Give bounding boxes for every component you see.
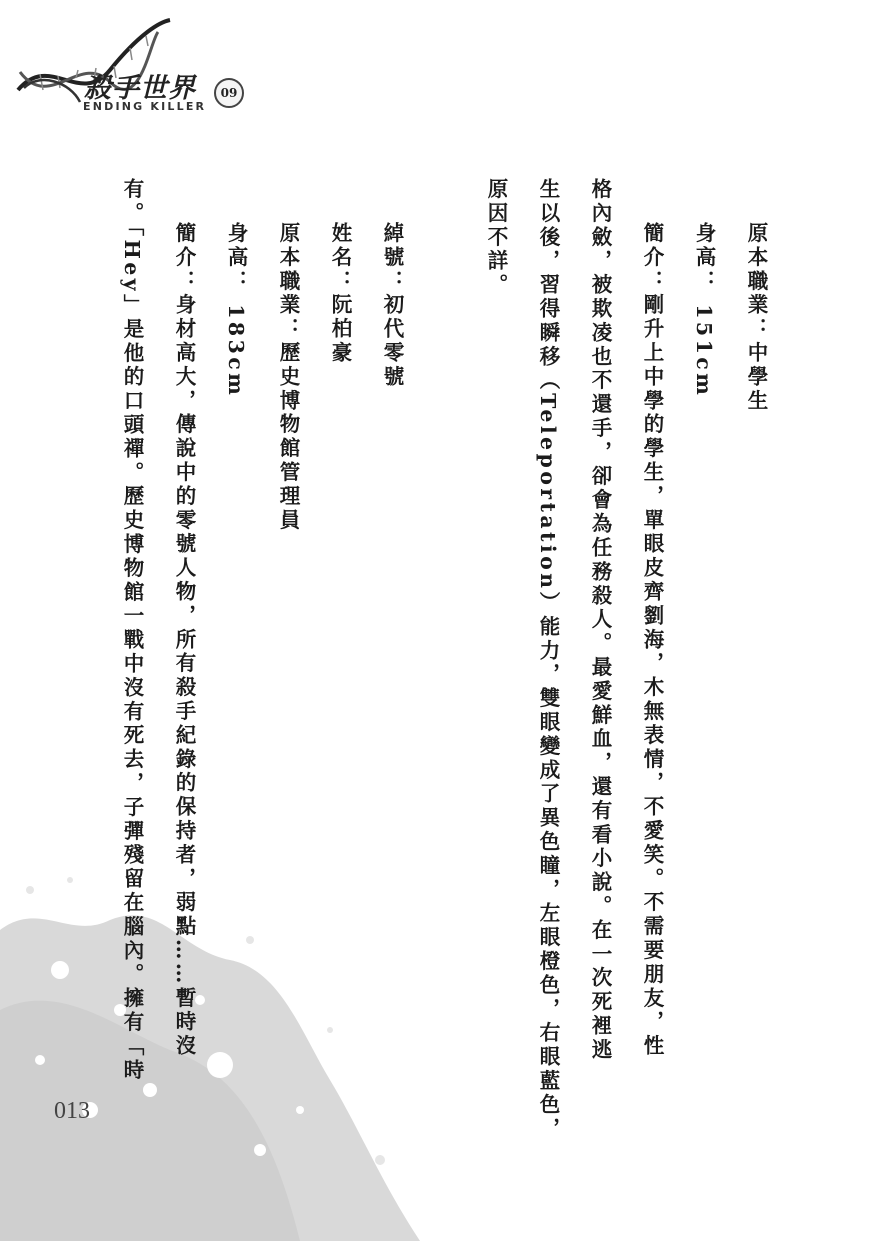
- page-number: 013: [54, 1098, 90, 1124]
- text-column-4: 格內斂，被欺凌也不還手，卻會為任務殺人。最愛鮮血，還有看小說。在一次死裡逃: [588, 178, 612, 1063]
- text-column-10: 身高： 183cm: [224, 222, 248, 399]
- text-column-9: 原本職業：歷史博物館管理員: [276, 222, 300, 533]
- series-subtitle: ENDING KILLER: [83, 100, 207, 113]
- text-column-3: 簡介：剛升上中學的學生，單眼皮齊劉海，木無表情，不愛笑。不需要朋友，性: [640, 222, 664, 1059]
- text-column-5: 生以後，習得瞬移（Teleportation）能力，雙眼變成了異色瞳，左眼橙色，右眼藍色，: [536, 178, 560, 1142]
- text-column-1: 原本職業：中學生: [744, 222, 768, 414]
- text-column-2: 身高： 151cm: [692, 222, 716, 399]
- text-column-7: 綽號：初代零號: [380, 222, 404, 390]
- text-column-6: 原因不詳。: [484, 178, 508, 298]
- text-column-12: 有。「Hey」是他的口頭禪。歷史博物館一戰中沒有死去，子彈殘留在腦內。擁有「時: [120, 178, 144, 1083]
- volume-badge: 09: [214, 78, 244, 108]
- ink-splash-decoration: [0, 860, 420, 1241]
- text-column-11: 簡介：身材高大，傳說中的零號人物，所有殺手紀錄的保持者，弱點……暫時沒: [172, 222, 196, 1059]
- series-title: 殺手世界: [84, 73, 196, 104]
- text-column-8: 姓名：阮柏豪: [328, 222, 352, 366]
